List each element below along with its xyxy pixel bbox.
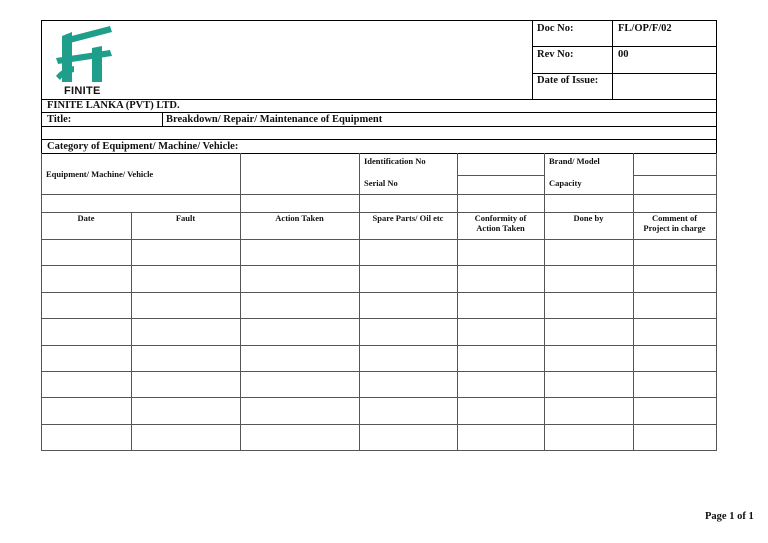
capacity-label: Capacity [549, 178, 582, 188]
rev-no-label: Rev No: [537, 49, 574, 60]
table-row[interactable] [41, 265, 717, 291]
column-header-6: Done by [573, 213, 604, 223]
doc-no-value: FL/OP/F/02 [618, 23, 672, 34]
company-logo [52, 24, 118, 100]
brand-model-label: Brand/ Model [549, 156, 600, 166]
finite-logo-icon [52, 24, 118, 86]
table-row[interactable] [41, 345, 717, 371]
column-header-5: Conformity of Action Taken [474, 213, 527, 233]
column-header-4: Spare Parts/ Oil etc [372, 213, 444, 223]
title-label: Title: [47, 114, 72, 125]
table-row[interactable] [41, 397, 717, 423]
table-row[interactable] [41, 371, 717, 397]
column-header-1: Date [77, 213, 95, 223]
company-name: FINITE LANKA (PVT) LTD. [47, 100, 180, 111]
doc-no-label: Doc No: [537, 23, 574, 34]
identification-no-label: Identification No [364, 156, 426, 166]
column-header-3: Action Taken [275, 213, 324, 223]
logo-text: FINITE [64, 85, 101, 97]
form-title: Breakdown/ Repair/ Maintenance of Equipment [166, 114, 383, 125]
rev-no-value: 00 [618, 49, 629, 60]
table-row[interactable] [41, 318, 717, 344]
equipment-label: Equipment/ Machine/ Vehicle [46, 169, 154, 179]
table-row[interactable] [41, 424, 717, 450]
table-row[interactable] [41, 239, 717, 265]
table-row[interactable] [41, 292, 717, 318]
category-label: Category of Equipment/ Machine/ Vehicle: [47, 141, 239, 152]
page-number: Page 1 of 1 [705, 511, 754, 522]
serial-no-label: Serial No [364, 178, 398, 188]
column-header-7: Comment of Project in charge [643, 213, 706, 233]
column-header-2: Fault [175, 213, 196, 223]
date-of-issue-label: Date of Issue: [537, 75, 599, 86]
